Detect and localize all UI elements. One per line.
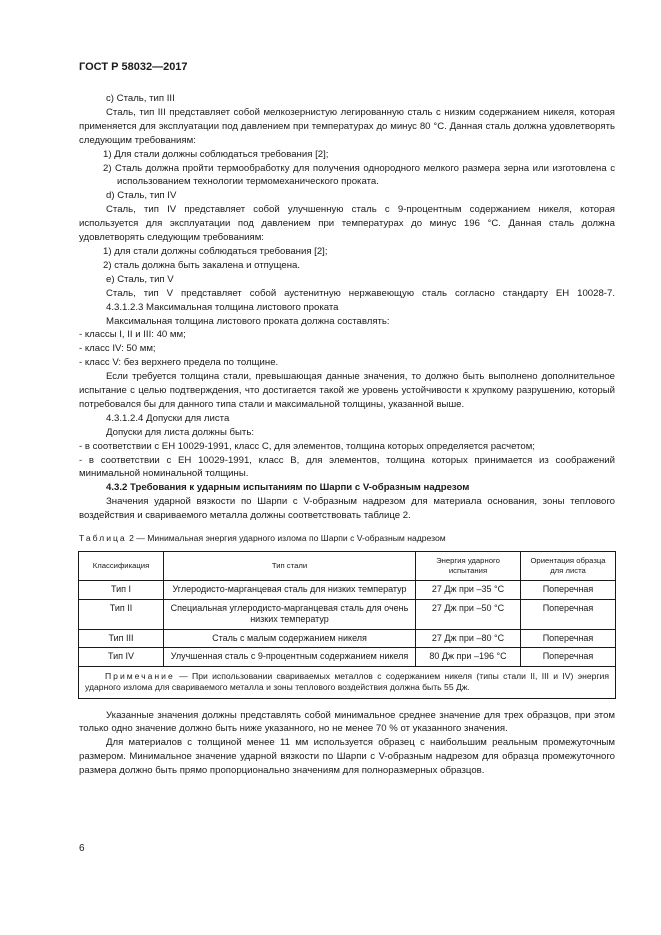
section-4-3-1-2-3-paragraph: Если требуется толщина стали, превышающая данные значения, то должно быть выполнено дополнительное испытание с целью подтверждения, что достигается такой же уровень устойчивости к хрупкому разрушению, который потребовался бы для данного типа стали и максимальной толщины, указанной выше. — [79, 371, 615, 410]
cell-impact-energy: 27 Дж при –80 °С — [416, 629, 521, 648]
cell-orientation: Поперечная — [521, 648, 616, 667]
section-c-item-1: 1) Для стали должны соблюдаться требования [2]; — [103, 148, 329, 160]
cell-classification: Тип IV — [79, 648, 164, 667]
section-c-text: Сталь, тип III представляет собой мелкозернистую легированную сталь с низким содержанием никеля, которая применяется для эксплуатации под давлением при температурах до минус 80 °С. Данная сталь должна удовлетворять следующим требованиям: — [79, 106, 615, 146]
section-4-3-1-2-3-text: Максимальная толщина листового проката должна составлять: — [106, 315, 390, 327]
table-note-label: Примечание — [105, 670, 175, 681]
document-header: ГОСТ Р 58032—2017 — [79, 61, 188, 73]
table-caption-word: Таблица — [79, 533, 127, 544]
section-c-heading: с) Сталь, тип III — [106, 93, 175, 104]
section-c-item-2: 2) Сталь должна пройти термообработку для получения однородного мелкого размера зерна или изготовлена с использованием технологии термомеханического проката. — [103, 162, 615, 188]
section-d-item-2: 2) сталь должна быть закалена и отпущена. — [103, 259, 301, 271]
page-content — [79, 92, 615, 778]
cell-steel-type: Углеродисто-марганцевая сталь для низких температур — [164, 581, 416, 600]
section-e-text: Сталь, тип V представляет собой аустенитную нержавеющую сталь согласно стандарту ЕН 10028-7. — [106, 287, 615, 299]
table-row — [79, 629, 616, 648]
thickness-bullet-3: - класс V: без верхнего предела по толщине. — [79, 357, 279, 369]
after-table-paragraph-1: Указанные значения должны представлять собой минимальное среднее значение для трех образцов, при этом только одно значение должно быть ниже указанного, но не менее 70 % от указанного значения. — [79, 709, 615, 735]
tolerance-bullet-2: - в соответствии с ЕН 10029-1991, класс В, для элементов, толщина которых принимается из соображений минимальной номинальной толщины. — [79, 454, 615, 480]
cell-steel-type: Улучшенная сталь с 9-процентным содержанием никеля — [164, 648, 416, 667]
table-note-row — [79, 666, 616, 698]
thickness-bullet-1: - классы I, II и III: 40 мм; — [79, 329, 186, 341]
cell-orientation: Поперечная — [521, 599, 616, 629]
header-classification: Классификация — [79, 552, 164, 581]
section-4-3-2-text: Значения ударной вязкости по Шарпи с V-образным надрезом для материала основания, зоны теплового воздействия и свариваемого металла должны соответствовать таблице 2. — [79, 496, 615, 522]
cell-steel-type: Специальная углеродисто-марганцевая сталь для очень низких температур — [164, 599, 416, 629]
cell-impact-energy: 27 Дж при –50 °С — [416, 599, 521, 629]
cell-orientation: Поперечная — [521, 629, 616, 648]
table-row — [79, 599, 616, 629]
section-4-3-1-2-4-text: Допуски для листа должны быть: — [106, 426, 254, 438]
table-caption-title: 2 — Минимальная энергия ударного излома по Шарпи с V-образным надрезом — [129, 533, 446, 544]
section-4-3-1-2-3-heading: 4.3.1.2.3 Максимальная толщина листового проката — [106, 301, 339, 313]
cell-classification: Тип II — [79, 599, 164, 629]
tolerance-bullet-1: - в соответствии с ЕН 10029-1991, класс С, для элементов, толщина которых определяется расчетом; — [79, 440, 535, 452]
section-d-heading: d) Сталь, тип IV — [106, 190, 177, 202]
section-4-3-2-heading: 4.3.2 Требования к ударным испытаниям по Шарпи с V-образным надрезом — [106, 482, 470, 494]
header-orientation: Ориентация образца для листа — [521, 552, 616, 581]
cell-orientation: Поперечная — [521, 581, 616, 600]
header-impact-energy: Энергия ударного испытания — [416, 552, 521, 581]
after-table-paragraph-2: Для материалов с толщиной менее 11 мм используется образец с наибольшим реальным промежуточным размером. Минимальное значение ударной вязкости по Шарпи с V-образным надрезом для образца промежуточного размера должно быть прямо пропорционально значениям для полноразмерных образцов. — [79, 737, 615, 777]
table-row — [79, 581, 616, 600]
charpy-energy-table — [78, 551, 616, 699]
table-note — [79, 666, 616, 698]
cell-impact-energy: 27 Дж при –35 °С — [416, 581, 521, 600]
section-d-text: Сталь, тип IV представляет собой улучшенную сталь с 9-процентным содержанием никеля, которая используется для эксплуатации под давлением при температурах до минус 196 °С. Данная сталь должна удовлетворять следующим требованиям: — [79, 204, 615, 244]
table-note-text: — При использовании свариваемых металлов с содержанием никеля (типы стали II, III и IV) энергия ударного излома для свариваемого металла и зоны теплового воздействия должна быть 55 Дж. — [85, 670, 609, 692]
cell-classification: Тип III — [79, 629, 164, 648]
table-caption — [79, 532, 615, 546]
table-header-row — [79, 552, 616, 581]
thickness-bullet-2: - класс IV: 50 мм; — [79, 343, 156, 355]
section-4-3-1-2-4-heading: 4.3.1.2.4 Допуски для листа — [106, 412, 230, 424]
table-row — [79, 648, 616, 667]
header-steel-type: Тип стали — [164, 552, 416, 581]
cell-impact-energy: 80 Дж при –196 °С — [416, 648, 521, 667]
section-d-item-1: 1) для стали должны соблюдаться требования [2]; — [103, 245, 328, 257]
page-number: 6 — [79, 843, 85, 854]
cell-classification: Тип I — [79, 581, 164, 600]
section-e-heading: е) Сталь, тип V — [106, 273, 174, 285]
cell-steel-type: Сталь с малым содержанием никеля — [164, 629, 416, 648]
